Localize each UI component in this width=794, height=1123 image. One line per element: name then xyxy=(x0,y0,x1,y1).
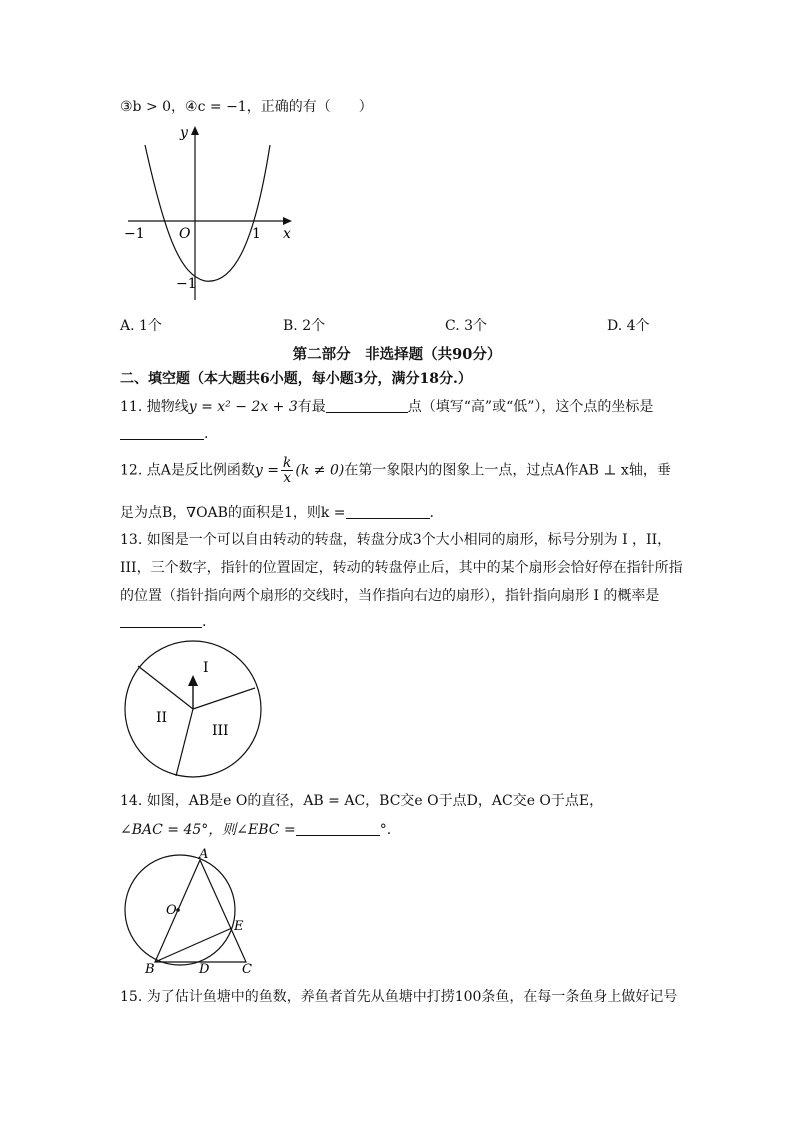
q12-frac-num: k xyxy=(282,455,292,471)
q12-blank[interactable] xyxy=(346,504,430,519)
q12-end: . xyxy=(429,505,434,521)
q12-lhs: y = xyxy=(254,462,279,479)
q12-line2 xyxy=(120,502,434,522)
q12-cond: (k ≠ 0) xyxy=(295,462,345,479)
spinner-divider-1 xyxy=(138,666,193,709)
option-d[interactable]: D. 4个 xyxy=(607,318,650,334)
option-b[interactable]: B. 2个 xyxy=(283,318,326,334)
q13-line4 xyxy=(120,613,206,630)
circle-triangle-figure xyxy=(118,846,268,976)
label-e: E xyxy=(234,919,244,934)
y-axis-label: y xyxy=(180,125,188,141)
q11-text-b: 有最 xyxy=(297,399,326,415)
option-a[interactable]: A. 1个 xyxy=(120,318,162,334)
y-axis-arrow xyxy=(191,126,199,135)
label-o: O xyxy=(166,903,177,918)
x-axis-label: x xyxy=(283,226,291,242)
q14-line2-a: ∠BAC = 45°，则∠EBC = xyxy=(120,822,296,838)
q12-text-b: 在第一象限内的图象上一点，过点A作AB ⊥ x轴，垂 xyxy=(344,462,671,479)
q11-blank-1[interactable] xyxy=(326,398,408,413)
sector-label-3: III xyxy=(212,723,229,739)
q11-blank-2[interactable] xyxy=(120,425,204,440)
segment-be xyxy=(155,928,232,962)
q11-expr: y = x² − 2x + 3 xyxy=(188,399,298,415)
q12-line2-a: 足为点B，∇OAB的面积是1，则k = xyxy=(120,505,346,521)
x-neg1-label: −1 xyxy=(124,226,145,242)
q11-text-a: 11. 抛物线 xyxy=(120,399,189,415)
q11-end: . xyxy=(204,426,209,442)
q11-line2 xyxy=(120,425,208,442)
center-point xyxy=(176,908,180,912)
spinner-pointer-arrow xyxy=(188,675,198,686)
x-1-label: 1 xyxy=(252,226,261,242)
origin-label: O xyxy=(179,226,191,242)
q12-text-a: 12. 点A是反比例函数 xyxy=(120,462,255,479)
option-c[interactable]: C. 3个 xyxy=(445,318,488,334)
section-heading: 二、填空题（本大题共6小题，每小题3分，满分18分.） xyxy=(120,371,472,387)
spinner-divider-2 xyxy=(193,688,255,709)
q13-line2: III，三个数字，指针的位置固定，转动的转盘停止后，其中的某个扇形会恰好停在指针所指 xyxy=(120,560,683,576)
label-d: D xyxy=(199,962,210,976)
q11-text-c: 点（填写“高”或“低”），这个点的坐标是 xyxy=(407,399,654,415)
spinner-figure xyxy=(120,638,270,783)
sector-label-2: II xyxy=(156,710,168,726)
x-axis-arrow xyxy=(283,217,292,225)
q14-blank[interactable] xyxy=(296,821,380,836)
label-c: C xyxy=(242,962,252,976)
spinner-divider-3 xyxy=(176,709,193,776)
parabola-graph xyxy=(120,120,310,310)
q13-blank[interactable] xyxy=(120,613,202,628)
label-b: B xyxy=(145,962,155,976)
part2-title: 第二部分 非选择题（共90分） xyxy=(292,346,502,363)
q13-line1: 13. 如图是一个可以自由转动的转盘，转盘分成3个大小相同的扇形，标号分别为 I ，II， xyxy=(120,532,672,548)
q15-line1: 15. 为了估计鱼塘中的鱼数，养鱼者首先从鱼塘中打捞100条鱼，在每一条鱼身上做好记号 xyxy=(120,989,678,1005)
label-a: A xyxy=(199,847,209,862)
q10-tail-text: ③b > 0，④c = −1，正确的有（ ） xyxy=(120,99,373,115)
q13-end: . xyxy=(202,614,207,630)
q14-line2 xyxy=(120,819,391,839)
q13-line3: 的位置（指针指向两个扇形的交线时，当作指向右边的扇形），指针指向扇形 I 的概率是 xyxy=(120,588,660,604)
q12-frac-den: x xyxy=(283,470,292,486)
circle-o xyxy=(125,855,235,965)
q11-line1 xyxy=(120,396,653,416)
q12-line1 xyxy=(120,456,671,485)
sector-label-1: I xyxy=(203,660,209,676)
q14-end: °. xyxy=(379,822,392,838)
q14-line1: 14. 如图，AB是e O的直径，AB = AC，BC交e O于点D，AC交e O于点E， xyxy=(120,793,604,809)
y-neg1-label: −1 xyxy=(176,276,197,292)
parabola-curve xyxy=(145,145,270,281)
q12-fraction xyxy=(281,456,293,485)
